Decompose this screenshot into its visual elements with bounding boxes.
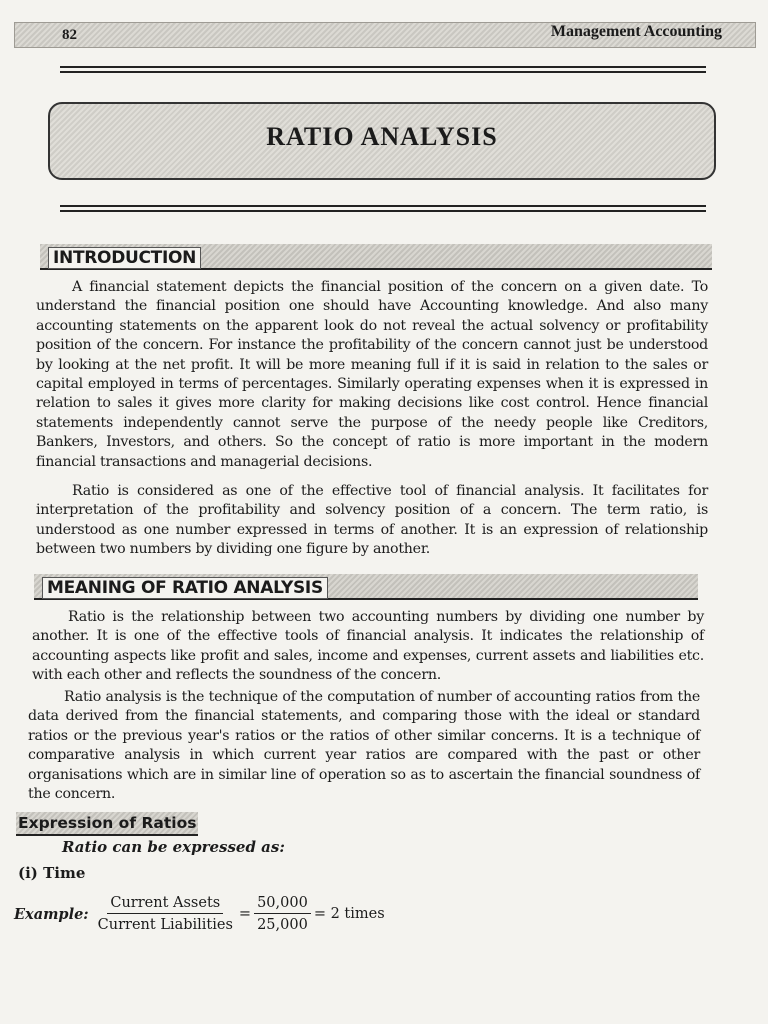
introduction-heading-bar <box>40 244 712 270</box>
expression-heading-bar <box>16 812 198 836</box>
title-rule-bottom <box>60 205 706 212</box>
title-rule-top <box>60 66 706 73</box>
expression-item-time: (i) Time <box>18 864 86 882</box>
introduction-paragraph-2: Ratio is considered as one of the effective tool of financial analysis. It facilitates for interpretation of the profitability and solvency position of a concern. The term ratio, is understood as one number expressed in terms of another. It is an expression of relationship between two numbers by dividing one figure by another. <box>36 483 708 558</box>
example-label: Example: <box>14 905 89 923</box>
denominator-term: Current Liabilities <box>97 917 233 933</box>
introduction-heading: INTRODUCTION <box>48 247 201 269</box>
expression-lead: Ratio can be expressed as: <box>62 838 285 856</box>
denominator-value: 25,000 <box>257 917 308 933</box>
running-head: Management Accounting <box>550 23 722 40</box>
introduction-paragraph-1: A financial statement depicts the financial position of the concern on a given date. To understand the financial position one should have Accounting knowledge. And also many accounting statements on the apparent look do not reveal the actual solvency or profitability position of the concern. For instance the profitability of the concern cannot just be understood by looking at the net profit. It will be more meaning full if it is said in relation to the sales or capital employed in terms of percentages. Similarly operating expenses when it is expressed in relation to sales it gives more clarity for making decisions like cost control. Hence financial statements independently cannot serve the purpose of the needy people like Creditors, Bankers, Investors, and others. So the concept of ratio is more important in the modern financial transactions and managerial decisions. <box>36 279 708 470</box>
meaning-paragraph-1: Ratio is the relationship between two accounting numbers by dividing one number by another. It is one of the effective tools of financial analysis. It indicates the relationship of accounting aspects like profit and sales, income and expenses, current assets and liabilities etc. with each other and reflects the soundness of the concern. <box>32 609 704 684</box>
meaning-heading: MEANING OF RATIO ANALYSIS <box>42 577 328 599</box>
numerator-term: Current Assets <box>107 894 223 914</box>
ratio-result: = 2 times <box>313 906 385 922</box>
equals-sign: = <box>238 906 252 922</box>
expression-heading: Expression of Ratios <box>18 814 197 832</box>
ratio-example <box>14 892 414 936</box>
chapter-title: RATIO ANALYSIS <box>266 122 498 151</box>
ratio-fraction-values <box>254 894 311 934</box>
numerator-value: 50,000 <box>254 894 311 914</box>
page-number: 82 <box>62 27 77 43</box>
meaning-paragraph-2: Ratio analysis is the technique of the computation of number of accounting ratios from the data derived from the financial statements, and comparing those with the ideal or standard ratios or the previous year's ratios or the ratios of other similar concerns. It is a technique of comparative analysis in which current year ratios are compared with the past or other organisations which are in similar line of operation so as to ascertain the financial soundness of the concern. <box>28 689 700 803</box>
ratio-fraction-terms <box>95 894 236 934</box>
chapter-title-box <box>48 102 716 180</box>
meaning-heading-bar <box>34 574 698 600</box>
